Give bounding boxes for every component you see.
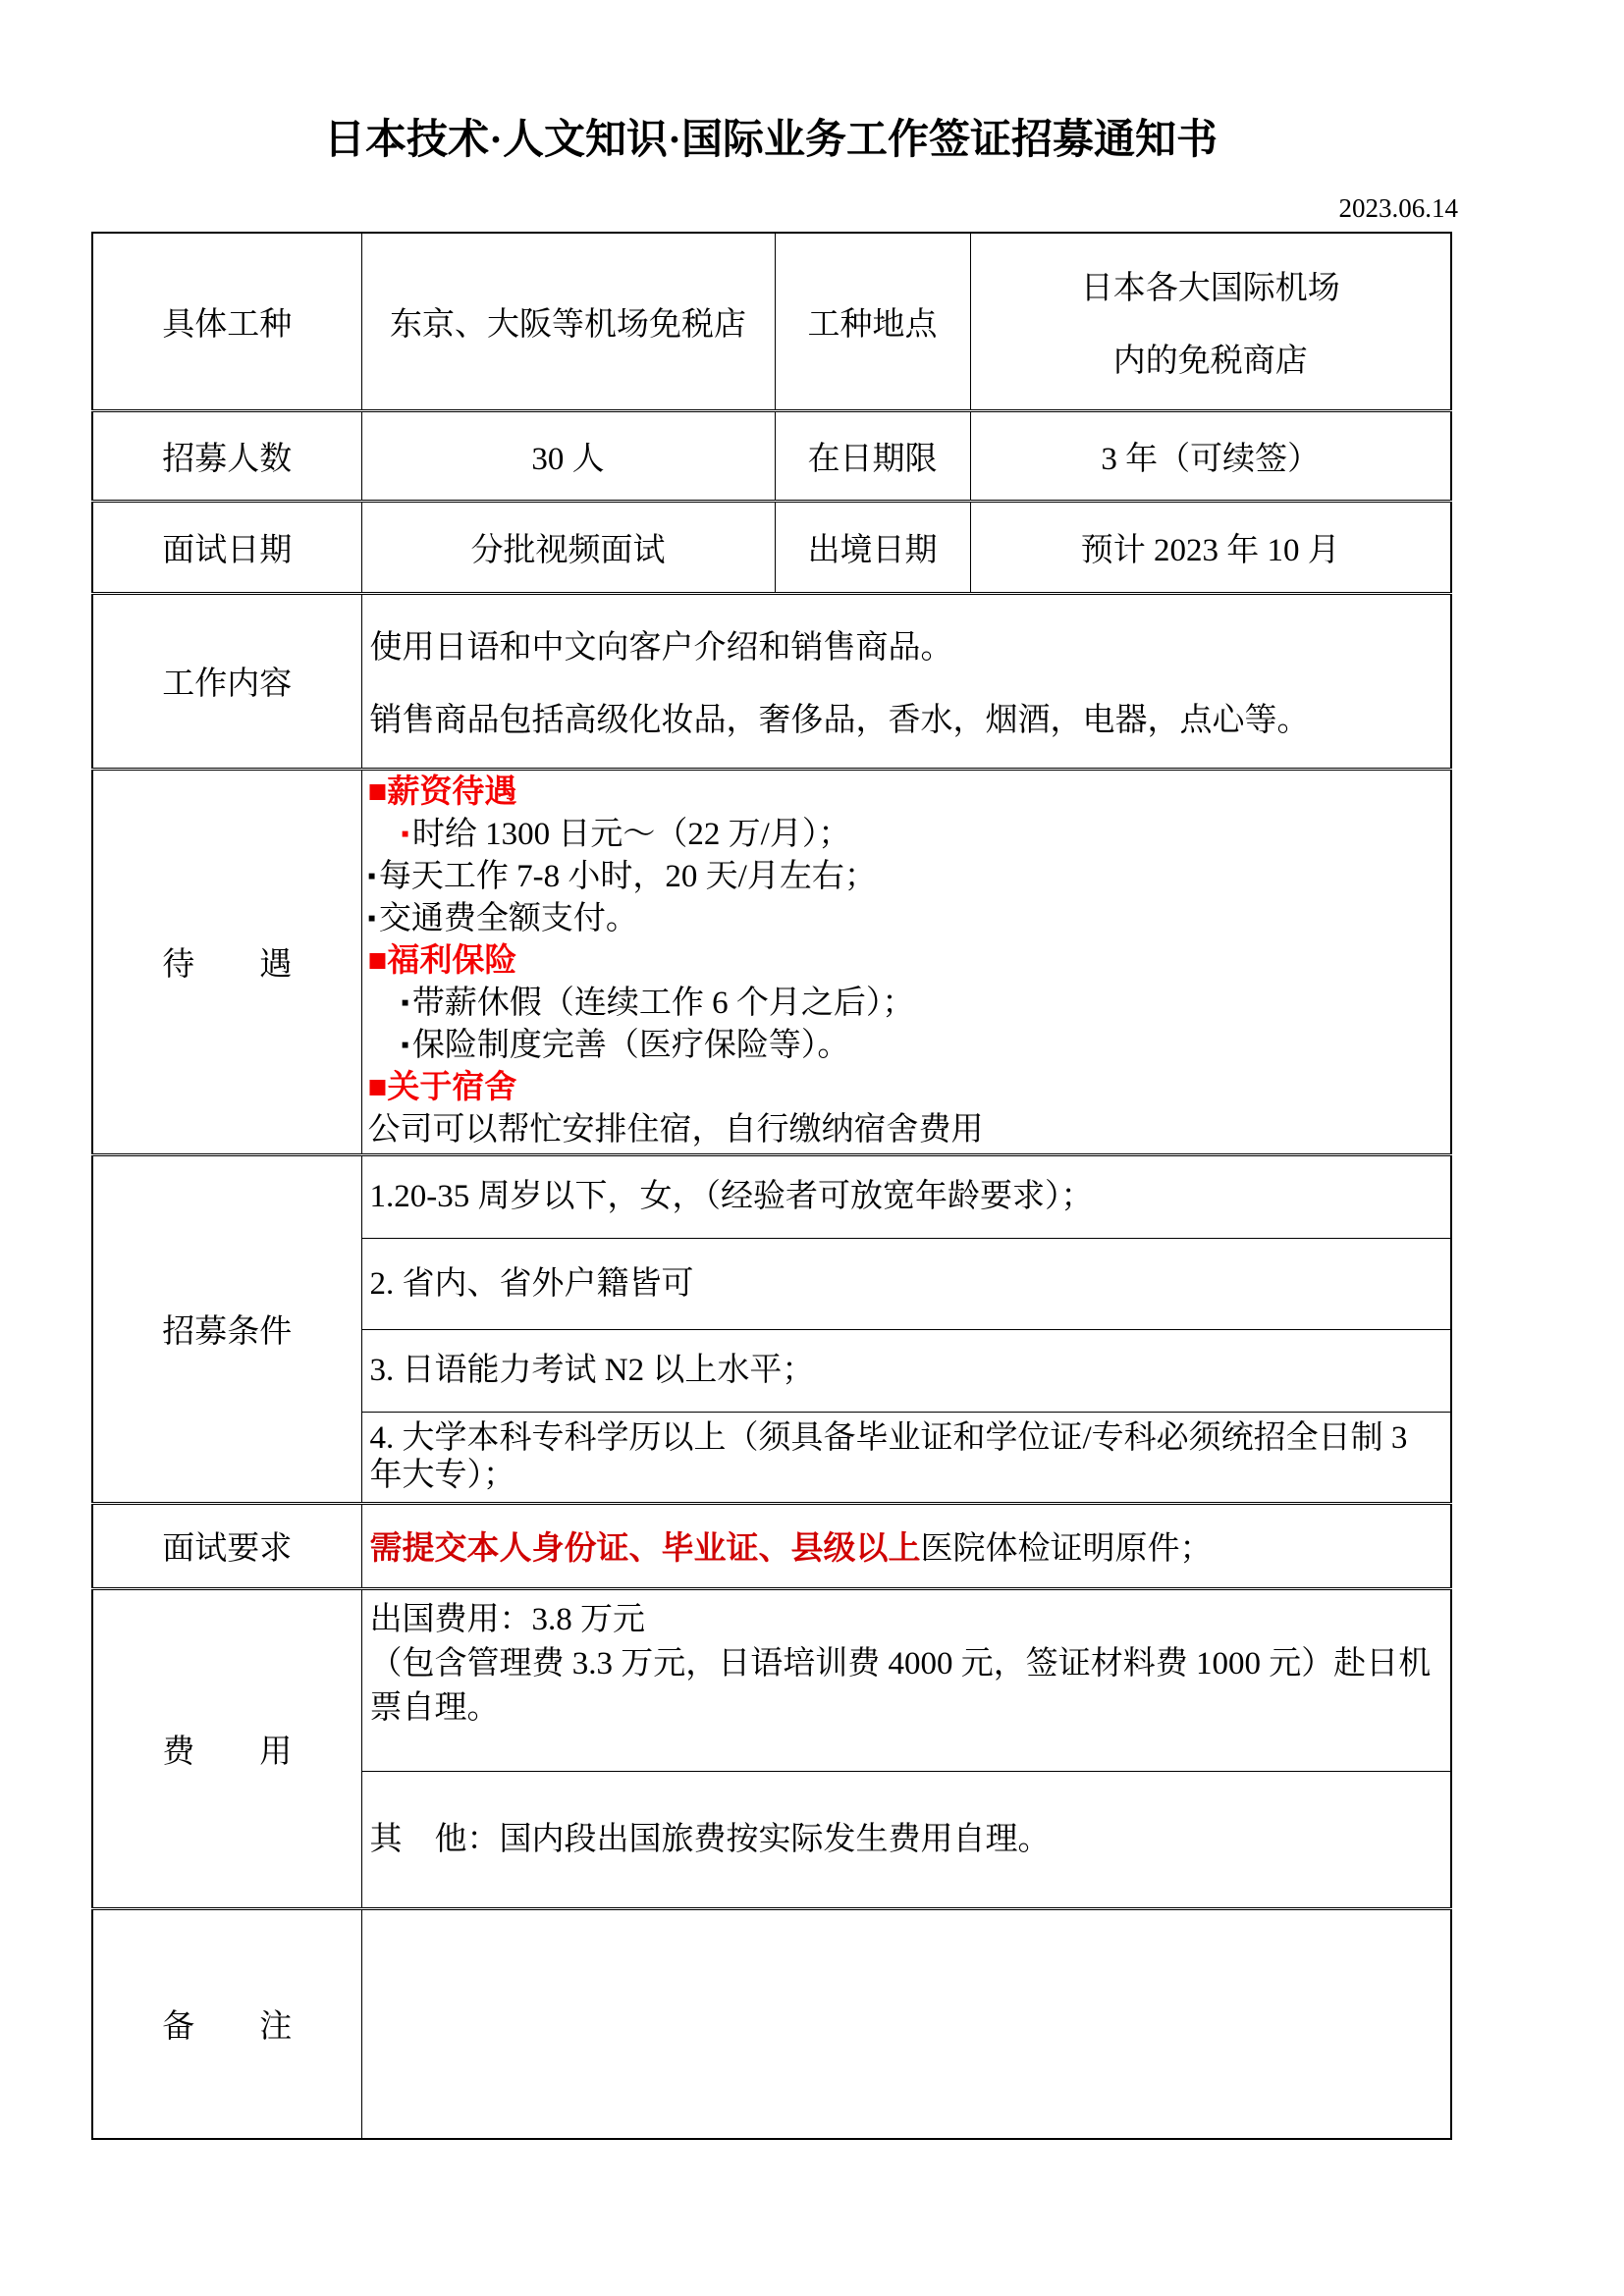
work-content-label: 工作内容: [92, 593, 361, 769]
condition-item-1: 1.20-35 周岁以下，女，（经验者可放宽年龄要求）；: [361, 1154, 1451, 1238]
table-row-headcount: [92, 410, 1451, 501]
job-location-line2: 内的免税商店: [1112, 343, 1308, 379]
table-row-conditions-1: [92, 1154, 1451, 1238]
square-bullet-icon: ▪: [401, 990, 409, 1017]
square-bullet-icon: ▪: [401, 821, 409, 847]
stay-period-value: 3 年（可续签）: [970, 410, 1451, 501]
dormitory-heading: ■关于宿舍: [367, 1070, 517, 1106]
interview-date-value: 分批视频面试: [361, 501, 775, 593]
job-location-label: 工种地点: [775, 233, 970, 410]
departure-date-value: 预计 2023 年 10 月: [970, 501, 1451, 593]
page-title: 日本技术·人文知识·国际业务工作签证招募通知书: [323, 118, 1218, 163]
welfare-item-1: ▪带薪休假（连续工作 6 个月之后）；: [401, 986, 915, 1022]
recruitment-notice-table: [91, 232, 1452, 2140]
fees-line2: （包含管理费 3.3 万元，日语培训费 4000 元，签证材料费 1000 元）赴日机票自理。: [369, 1645, 1432, 1726]
remarks-label: 备 注: [92, 1908, 361, 2139]
remarks-cell: [361, 1908, 1451, 2139]
work-content-cell: [361, 593, 1451, 769]
treatment-cell: [361, 769, 1451, 1154]
job-type-label: 具体工种: [92, 233, 361, 410]
document-date: 2023.06.14: [1338, 193, 1458, 223]
salary-heading: ■薪资待遇: [367, 774, 517, 810]
conditions-label: 招募条件: [92, 1154, 361, 1503]
interview-date-label: 面试日期: [92, 501, 361, 593]
table-row-interview-date: [92, 501, 1451, 593]
square-bullet-icon: ▪: [367, 906, 376, 933]
dormitory-note: 公司可以帮忙安排住宿，自行缴纳宿舍费用: [367, 1112, 984, 1148]
headcount-label: 招募人数: [92, 410, 361, 501]
work-content-para1: 使用日语和中文向客户介绍和销售商品。: [369, 630, 953, 667]
salary-item-3: ▪交通费全额支付。: [367, 900, 638, 936]
fees-label: 费 用: [92, 1588, 361, 1908]
job-location-value: [970, 233, 1451, 410]
job-location-line1: 日本各大国际机场: [1080, 270, 1340, 306]
condition-item-2: 2. 省内、省外户籍皆可: [361, 1238, 1451, 1329]
table-row-remarks: [92, 1908, 1451, 2139]
welfare-item-2: ▪保险制度完善（医疗保险等）。: [401, 1028, 850, 1064]
table-row-interview-requirement: [92, 1503, 1451, 1588]
fees-main-cell: [361, 1588, 1451, 1771]
fees-other-cell: 其 他：国内段出国旅费按实际发生费用自理。: [361, 1771, 1451, 1908]
interview-requirement-cell: [361, 1503, 1451, 1588]
salary-item-2: ▪每天工作 7-8 小时，20 天/月左右；: [367, 858, 877, 894]
fees-line1: 出国费用：3.8 万元: [369, 1601, 645, 1637]
treatment-label: 待 遇: [92, 769, 361, 1154]
requirement-black-text: 医院体检证明原件；: [920, 1531, 1213, 1567]
work-content-para2: 销售商品包括高级化妆品，奢侈品，香水，烟酒，电器，点心等。: [369, 702, 1310, 738]
headcount-value: 30 人: [361, 410, 775, 501]
salary-item-1: ▪时给 1300 日元～（22 万/月）；: [401, 816, 851, 852]
job-type-value: 东京、大阪等机场免税店: [361, 233, 775, 410]
table-row-job: [92, 233, 1451, 410]
table-row-fees-1: [92, 1588, 1451, 1771]
square-bullet-icon: ▪: [401, 1033, 409, 1059]
condition-item-4: 4. 大学本科专科学历以上（须具备毕业证和学位证/专科必须统招全日制 3 年大专）；: [361, 1412, 1451, 1503]
requirement-red-text: 需提交本人身份证、毕业证、县级以上: [369, 1531, 921, 1567]
stay-period-label: 在日期限: [775, 410, 970, 501]
interview-requirement-label: 面试要求: [92, 1503, 361, 1588]
condition-item-3: 3. 日语能力考试 N2 以上水平；: [361, 1329, 1451, 1412]
table-row-work-content: [92, 593, 1451, 769]
table-row-treatment: [92, 769, 1451, 1154]
welfare-heading: ■福利保险: [367, 943, 517, 980]
departure-date-label: 出境日期: [775, 501, 970, 593]
square-bullet-icon: ▪: [367, 863, 376, 889]
